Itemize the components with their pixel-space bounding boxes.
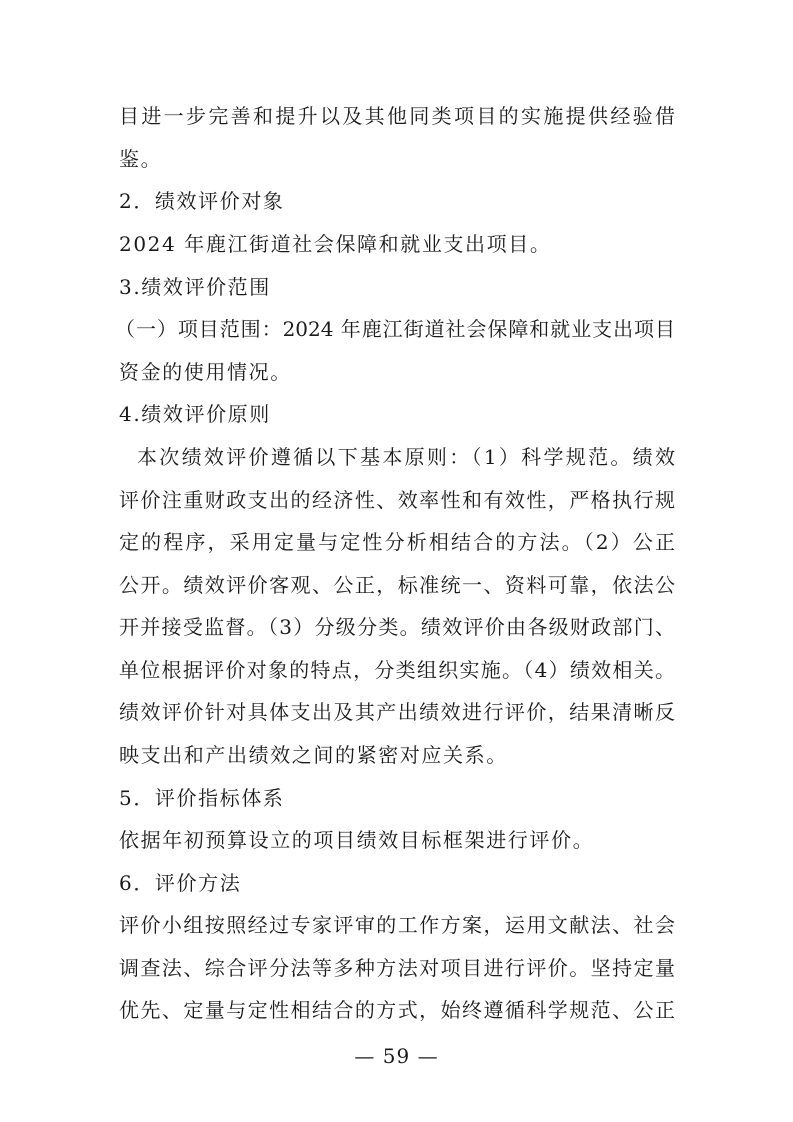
body-text-line: 本次绩效评价遵循以下基本原则：（1）科学规范。绩效: [137, 445, 675, 469]
section-heading: 3.绩效评价范围: [119, 275, 271, 299]
body-text-line: 公开。绩效评价客观、公正，标准统一、资料可靠，依法公: [119, 573, 675, 597]
page-number: — 59 —: [354, 1044, 439, 1068]
section-heading: 4.绩效评价原则: [119, 402, 271, 426]
section-heading: 5．评价指标体系: [119, 786, 285, 810]
body-text-line: 定的程序，采用定量与定性分析相结合的方法。（2）公正: [119, 530, 675, 554]
body-text-line: 单位根据评价对象的特点，分类组织实施。（4）绩效相关。: [119, 658, 675, 682]
body-text-line: 绩效评价针对具体支出及其产出绩效进行评价，结果清晰反: [119, 700, 675, 724]
section-heading: 2．绩效评价对象: [119, 189, 285, 213]
body-text-line: 调查法、综合评分法等多种方法对项目进行评价。坚持定量: [119, 956, 675, 980]
body-text-line: 2024 年鹿江街道社会保障和就业支出项目。: [119, 232, 552, 256]
body-text-line: 目进一步完善和提升以及其他同类项目的实施提供经验借: [119, 104, 675, 128]
body-text-line: 映支出和产出绩效之间的紧密对应关系。: [119, 743, 508, 767]
body-text-line: 评价注重财政支出的经济性、效率性和有效性，严格执行规: [119, 488, 675, 512]
body-text-line: 评价小组按照经过专家评审的工作方案，运用文献法、社会: [119, 913, 675, 937]
body-text-line: 资金的使用情况。: [119, 360, 292, 384]
body-text-line: 开并接受监督。（3）分级分类。绩效评价由各级财政部门、: [119, 615, 675, 639]
body-text-line: 鉴。: [119, 147, 163, 171]
body-text-line: 优先、定量与定性相结合的方式，始终遵循科学规范、公正: [119, 998, 675, 1022]
section-heading: 6．评价方法: [119, 871, 242, 895]
body-text-line: （一）项目范围：2024 年鹿江街道社会保障和就业支出项目: [115, 317, 675, 341]
body-text-line: 依据年初预算设立的项目绩效目标框架进行评价。: [119, 828, 595, 852]
